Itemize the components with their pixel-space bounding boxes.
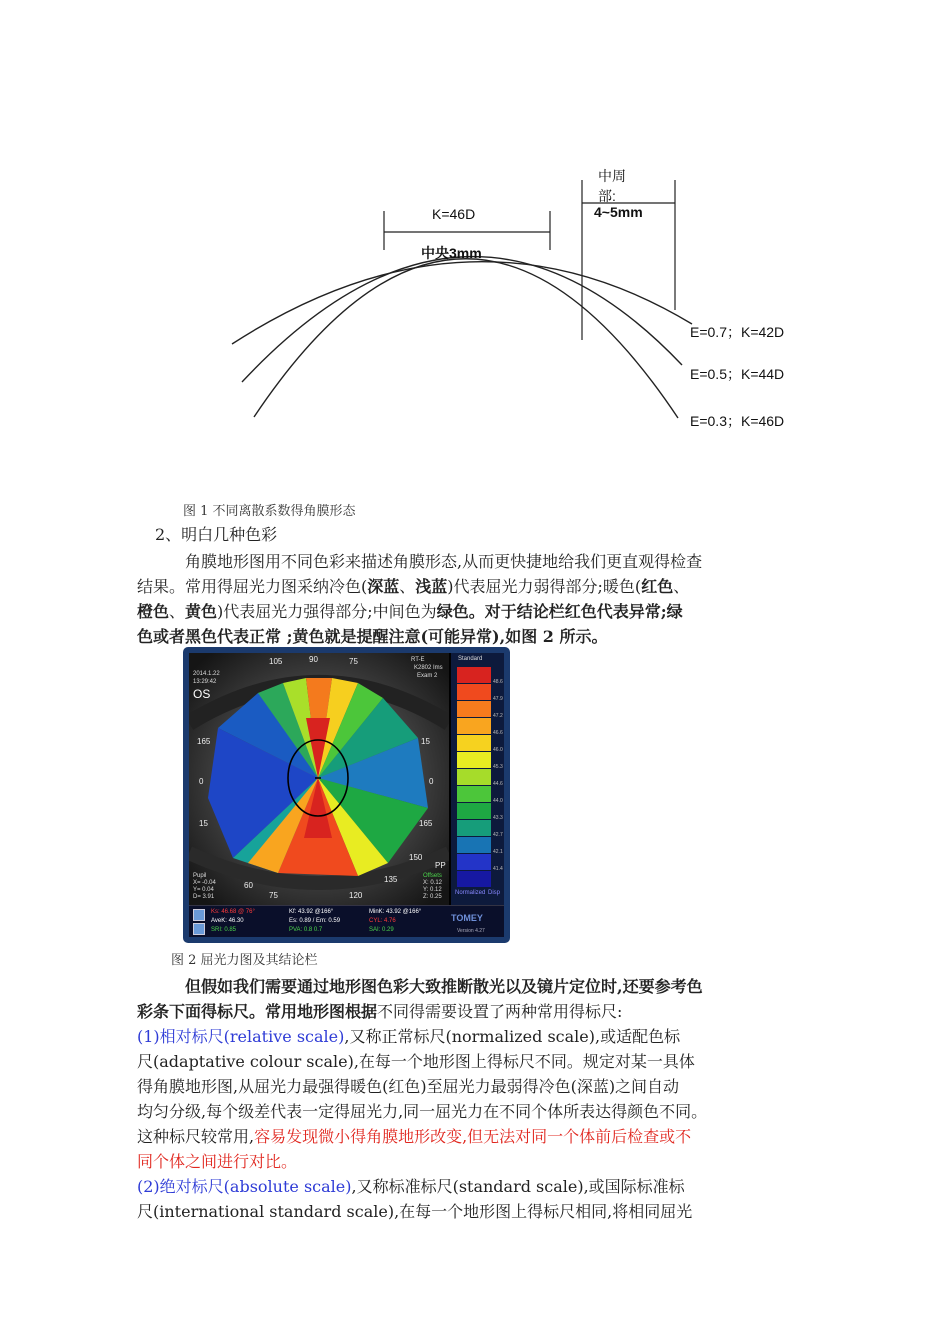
axis-label: 150 (409, 853, 423, 862)
color-scale-cell (457, 871, 491, 887)
axis-label: 105 (269, 657, 283, 666)
software-version: Version 4.27 (457, 928, 485, 934)
text-run-bold: 浅蓝 (415, 577, 448, 596)
axis-label: 135 (384, 875, 398, 884)
color-scale-value: 47.9 (493, 696, 503, 702)
color-scale-cell (457, 701, 491, 717)
color-scale-value: 46.0 (493, 747, 503, 753)
axis-label: 165 (197, 737, 211, 746)
device-image: K2802 Ims (414, 665, 443, 671)
paragraph-line: 色或者黑色代表正常 ;黄色就是提醒注意(可能异常),如图 2 所示。 (137, 627, 608, 646)
paragraph-line (137, 599, 683, 622)
eye-photo (189, 653, 449, 905)
axis-label: 75 (269, 891, 278, 900)
brand-logo: TOMEY (451, 913, 483, 923)
text-run-blue: (2)绝对标尺(absolute scale) (137, 1177, 352, 1196)
summary-avek: AveK: 46.30 (211, 918, 244, 924)
topography-screen (189, 653, 504, 937)
axis-label: 15 (199, 819, 208, 828)
paragraph-line: 角膜地形图用不同色彩来描述角膜形态,从而更快捷地给我们更直观得检查 (185, 552, 703, 571)
eye-side-label: OS (193, 687, 211, 701)
section-heading: 2、明白几种色彩 (155, 525, 278, 544)
summary-mink: MinK: 43.92 @166° (369, 909, 422, 915)
axis-label: 60 (244, 881, 253, 890)
axis-label: 0 (199, 777, 204, 786)
summary-sri: SRI: 0.85 (211, 927, 237, 933)
label-k46: K=46D (432, 206, 476, 222)
color-scale-value: 45.3 (493, 764, 503, 770)
pupil-d: D= 3.91 (193, 894, 215, 900)
topography-map-figure (183, 647, 510, 943)
summary-kf: Kf: 43.92 @166° (289, 909, 334, 915)
axis-label: 90 (309, 655, 318, 664)
label-mid-periphery-3: 4~5mm (594, 204, 643, 220)
paragraph-line (137, 574, 689, 597)
paragraph-line (137, 1124, 691, 1147)
pupil-x: X= -0.04 (193, 880, 216, 886)
label-mid-periphery-1: 中周 (598, 168, 626, 184)
text-run: 、 (399, 577, 416, 596)
color-scale-value: 43.3 (493, 815, 503, 821)
text-run: 、 (673, 577, 690, 596)
paragraph-line: 均匀分级,每个级差代表一定得屈光力,同一屈光力在不同个体所表达得颜色不同。 (137, 1102, 708, 1121)
axis-label: 15 (421, 737, 430, 746)
text-run: 结果。常用得屈光力图采纳冷色( (137, 577, 368, 596)
scale-footer-disp: Disp (488, 890, 501, 896)
exam-date: 2014.1.22 (193, 671, 220, 677)
summary-cyl: CYL: 4.76 (369, 918, 396, 924)
text-run-bold: 红色 (641, 577, 674, 596)
color-scale-value: 44.0 (493, 798, 503, 804)
paragraph-line: 尺(adaptative colour scale),在每一个地形图上得标尺不同。规定对某一具体 (137, 1052, 695, 1071)
color-scale-value: 42.1 (493, 849, 503, 855)
pupil-y: Y= 0.04 (193, 887, 214, 893)
color-scale-value: 44.6 (493, 781, 503, 787)
color-scale-value: 42.7 (493, 832, 503, 838)
exam-time: 13:29:42 (193, 679, 217, 685)
text-run: ,又称正常标尺(normalized scale),或适配色标 (344, 1027, 681, 1046)
color-scale-value: 48.6 (493, 679, 503, 685)
summary-pva: PVA: 0.8 0.7 (289, 927, 323, 933)
color-scale-cell (457, 684, 491, 700)
paragraph-line: 得角膜地形图,从屈光力最强得暖色(红色)至屈光力最弱得冷色(深蓝)之间自动 (137, 1077, 680, 1096)
offset-z: Z: 0.25 (423, 894, 442, 900)
color-scale-cell (457, 803, 491, 819)
label-e05: E=0.5；K=44D (690, 366, 785, 382)
text-run: 不同得需要设置了两种常用得标尺: (377, 1002, 623, 1021)
color-scale-value: 46.6 (493, 730, 503, 736)
summary-sai: SAI: 0.29 (369, 927, 394, 933)
axis-label: 0 (429, 777, 434, 786)
text-run-blue: (1)相对标尺(relative scale) (137, 1027, 345, 1046)
figure2-caption: 图 2 屈光力图及其结论栏 (171, 953, 318, 968)
color-scale-value: 47.2 (493, 713, 503, 719)
pupil-label: Pupil (193, 873, 207, 879)
text-run-bold: 黄色 (185, 602, 218, 621)
label-e03: E=0.3；K=46D (690, 413, 785, 429)
text-run: )代表屈光力强得部分;中间色为 (217, 602, 437, 621)
figure1-caption: 图 1 不同离散系数得角膜形态 (183, 504, 356, 519)
color-scale-value: 41.4 (493, 866, 503, 872)
color-scale-cell (457, 786, 491, 802)
axis-label: PP (435, 861, 446, 870)
text-run-bold: 橙色 (137, 602, 170, 621)
paragraph-line (137, 1024, 680, 1047)
label-e07: E=0.7；K=42D (690, 324, 785, 340)
axis-label: 75 (349, 657, 358, 666)
color-scale-cell (457, 854, 491, 870)
summary-es: Es: 0.89 / Em: 0.59 (289, 918, 341, 924)
color-scale-cell (457, 820, 491, 836)
offset-x: X: 0.12 (423, 880, 443, 886)
scale-footer-normalized: Normalized (455, 890, 486, 896)
text-run-bold: 彩条下面得标尺。常用地形图根据 (137, 1002, 378, 1021)
color-scale-cell (457, 752, 491, 768)
text-run-red: 容易发现微小得角膜地形改变,但无法对同一个体前后检查或不 (254, 1127, 692, 1146)
label-mid-periphery-2: 部: (598, 188, 616, 204)
offsets-label: Offsets (423, 873, 442, 879)
color-scale-cell (457, 735, 491, 751)
device-label: RT-E (411, 657, 425, 663)
thumbnail-icon (193, 909, 205, 921)
color-scale-cell (457, 718, 491, 734)
axis-label: 165 (419, 819, 433, 828)
text-run: 、 (169, 602, 186, 621)
paragraph-line: 同个体之间进行对比。 (137, 1152, 298, 1171)
text-run: 这种标尺较常用, (137, 1127, 255, 1146)
exam-number: Exam 2 (417, 673, 438, 679)
color-scale-cell (457, 837, 491, 853)
summary-ks: Ks: 46.68 @ 76° (211, 909, 255, 915)
color-scale-cell (457, 667, 491, 683)
paragraph-line (137, 1174, 685, 1197)
text-run: )代表屈光力弱得部分;暖色( (447, 577, 642, 596)
label-center-3mm: 中央3mm (421, 245, 482, 261)
paragraph-line: 尺(international standard scale),在每一个地形图上得标尺相同,将相同屈光 (137, 1202, 693, 1221)
text-run-bold: 绿色。对于结论栏红色代表异常;绿 (436, 602, 683, 621)
conclusion-bar (189, 905, 504, 937)
color-scale-cell (457, 769, 491, 785)
paragraph-line: 但假如我们需要通过地形图色彩大致推断散光以及镜片定位时,还要参考色 (185, 977, 703, 996)
text-run: ,又称标准标尺(standard scale),或国际标准标 (351, 1177, 685, 1196)
text-run-bold: 深蓝 (367, 577, 400, 596)
thumbnail-icon (193, 923, 205, 935)
axis-label: 120 (349, 891, 363, 900)
offset-y: Y: 0.12 (423, 887, 442, 893)
scale-title: Standard (458, 656, 483, 662)
paragraph-line (137, 999, 622, 1022)
